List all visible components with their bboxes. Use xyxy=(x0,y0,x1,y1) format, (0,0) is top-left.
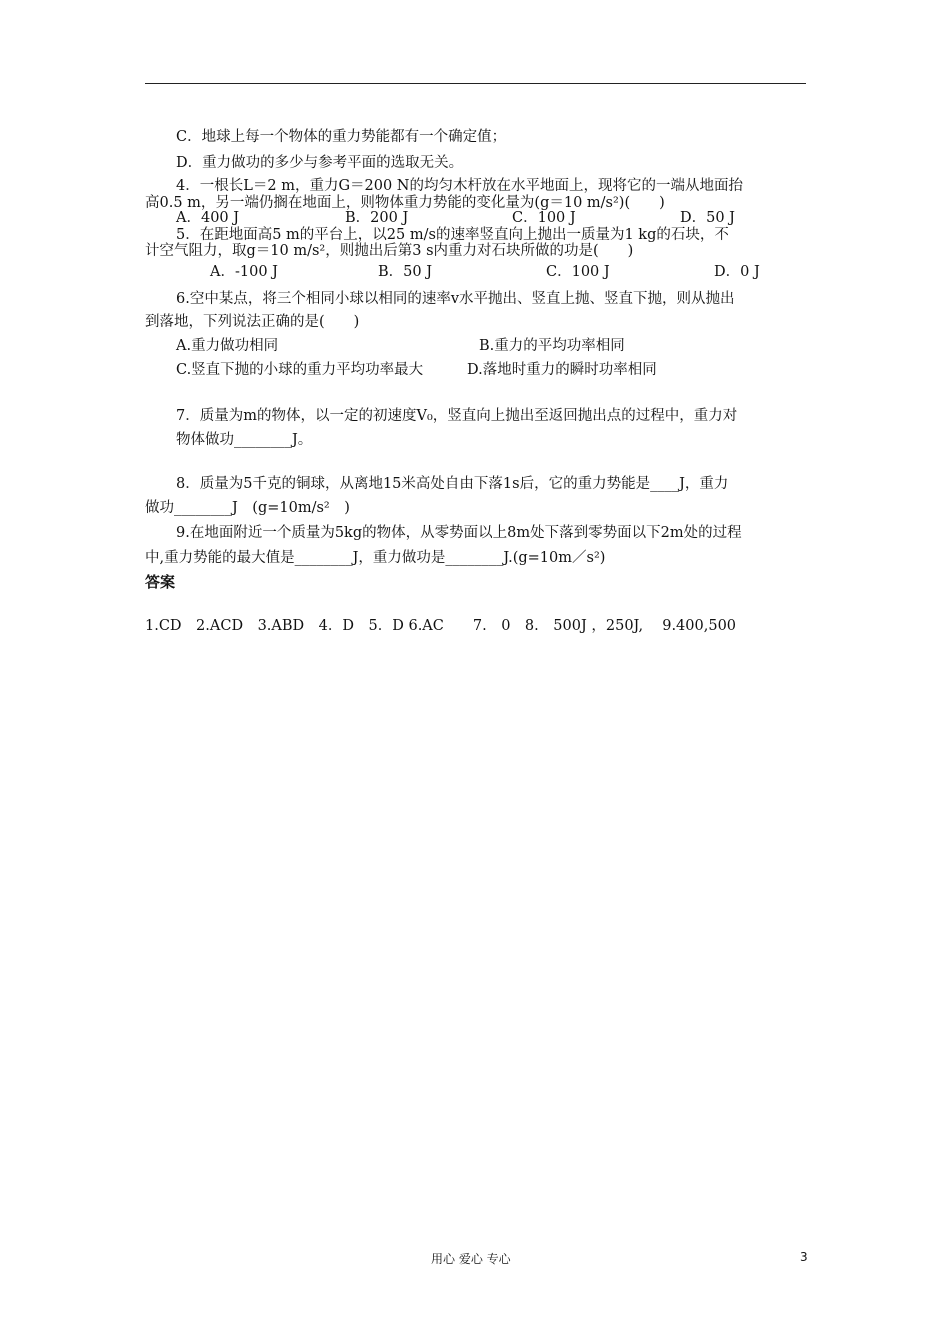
question-4-line-2: 高0.5 m，另一端仍搁在地面上，则物体重力势能的变化量为(g＝10 m/s²)( ) xyxy=(145,195,665,211)
question-5-line-1: 5．在距地面高5 m的平台上，以25 m/s的速率竖直向上抛出一质量为1 kg的石块，不 xyxy=(176,227,729,243)
option-6b: B.重力的平均功率相同 xyxy=(479,338,625,354)
option-5c: C．100 J xyxy=(546,264,610,280)
option-5d: D．0 J xyxy=(714,264,760,280)
option-3d: D．重力做功的多少与参考平面的选取无关。 xyxy=(176,155,464,171)
question-7-line-1: 7．质量为m的物体，以一定的初速度V₀，竖直向上抛出至返回抛出点的过程中，重力对 xyxy=(176,408,738,424)
option-4a: A．400 J xyxy=(176,210,240,226)
option-6c: C.竖直下抛的小球的重力平均功率最大 xyxy=(176,362,424,378)
option-3c: C．地球上每一个物体的重力势能都有一个确定值； xyxy=(176,129,507,145)
question-8-line-2: 做功________J (g=10m/s² ) xyxy=(145,500,350,516)
answers-heading: 答案 xyxy=(145,573,176,591)
question-5-line-2: 计空气阻力，取g＝10 m/s²，则抛出后第3 s内重力对石块所做的功是( ) xyxy=(145,243,634,259)
page-number: 3 xyxy=(800,1250,808,1264)
question-9-line-2: 中,重力势能的最大值是________J，重力做功是________J.(g=10m／s²) xyxy=(145,550,606,566)
option-5a: A．-100 J xyxy=(210,264,278,280)
question-6-line-1: 6.空中某点，将三个相同小球以相同的速率v水平抛出、竖直上抛、竖直下抛，则从抛出 xyxy=(176,291,735,307)
question-6-line-2: 到落地，下列说法正确的是( ) xyxy=(145,314,360,330)
option-4d: D．50 J xyxy=(680,210,735,226)
option-4b: B．200 J xyxy=(345,210,409,226)
question-4-line-1: 4．一根长L＝2 m，重力G＝200 N的均匀木杆放在水平地面上，现将它的一端从地面抬 xyxy=(176,178,743,194)
header-rule xyxy=(145,83,806,84)
option-6d: D.落地时重力的瞬时功率相同 xyxy=(467,362,657,378)
question-9-line-1: 9.在地面附近一个质量为5kg的物体，从零势面以上8m处下落到零势面以下2m处的过程 xyxy=(176,525,742,541)
option-6a: A.重力做功相同 xyxy=(176,338,279,354)
question-8-line-1: 8．质量为5千克的铜球，从离地15米高处自由下落1s后，它的重力势能是____J，重力 xyxy=(176,476,729,492)
option-5b: B．50 J xyxy=(378,264,433,280)
footer-slogan: 用心 爱心 专心 xyxy=(431,1252,511,1266)
option-4c: C．100 J xyxy=(512,210,576,226)
question-7-line-2: 物体做功________J。 xyxy=(176,432,313,448)
answers-line: 1.CD 2.ACD 3.ABD 4．D 5．D 6.AC 7. 0 8. 500J ，250J, 9.400,500 xyxy=(145,618,737,634)
